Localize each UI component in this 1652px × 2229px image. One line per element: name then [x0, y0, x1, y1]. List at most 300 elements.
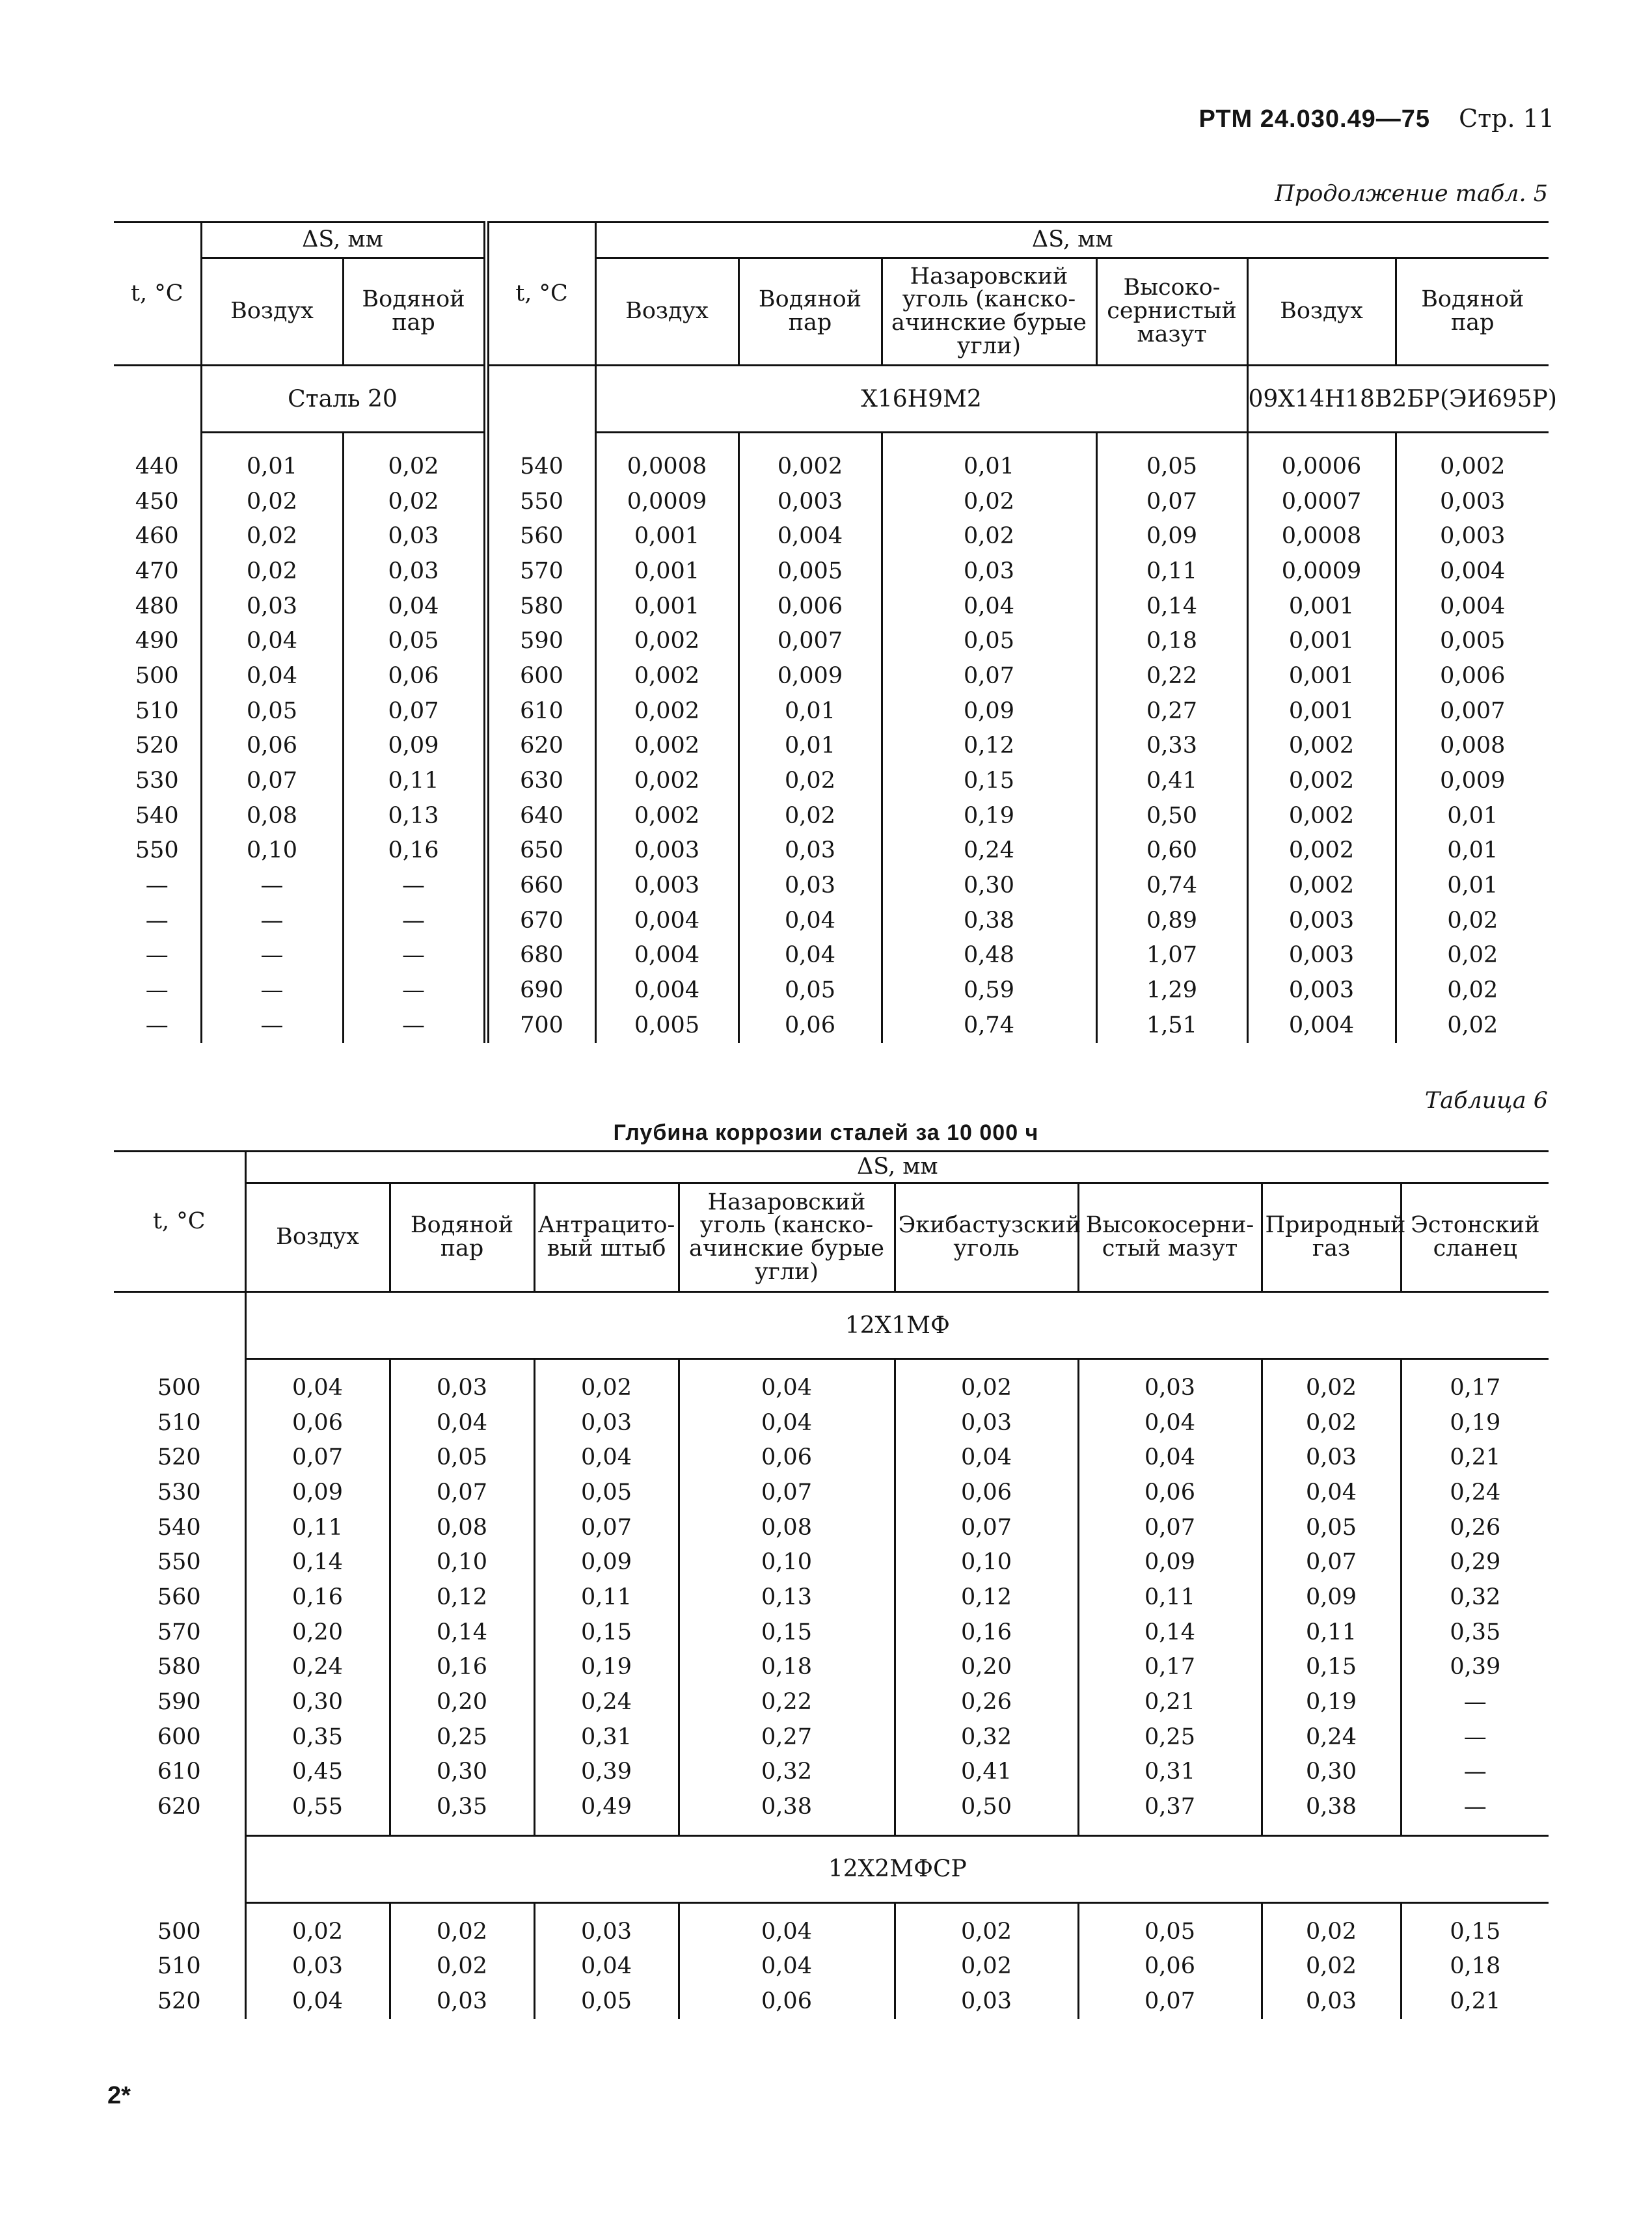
- table-cell: 0,35: [390, 1789, 534, 1824]
- table-cell: 0,07: [882, 658, 1096, 694]
- table-cell: 520: [157, 1444, 201, 1471]
- t5-t-header: t, °С: [130, 280, 183, 306]
- table-cell: 0,15: [882, 763, 1096, 798]
- table-cell: 0,004: [1396, 589, 1549, 624]
- table-cell: 0,31: [1078, 1755, 1262, 1790]
- table-cell: 0,20: [895, 1650, 1078, 1685]
- table-cell: 0,14: [1096, 589, 1247, 624]
- table-cell: 0,11: [1096, 554, 1247, 589]
- table-cell: 610: [520, 697, 563, 724]
- table-cell: 440: [135, 453, 179, 480]
- table-cell: 0,007: [1396, 694, 1549, 729]
- table-cell: 0,02: [390, 1949, 534, 1984]
- t6-col-steam: Водяной пар: [390, 1183, 534, 1292]
- table-cell: 0,008: [1396, 729, 1549, 764]
- table-cell: 0,24: [245, 1650, 390, 1685]
- table-cell: 0,01: [1396, 868, 1549, 903]
- table-cell: 0,22: [679, 1684, 895, 1720]
- table-cell: 0,001: [1247, 589, 1396, 624]
- table-cell: 0,41: [1096, 763, 1247, 798]
- table-cell: 0,29: [1401, 1545, 1549, 1580]
- table-row: [114, 1440, 1549, 1475]
- table-cell: 0,38: [1262, 1789, 1401, 1824]
- table-cell: 650: [520, 837, 563, 864]
- table-cell: 0,0006: [1247, 449, 1396, 484]
- table-cell: 0,14: [1078, 1615, 1262, 1650]
- table-cell: 0,03: [343, 554, 486, 589]
- table-cell: 0,07: [343, 694, 486, 729]
- table-cell: 0,21: [1078, 1684, 1262, 1720]
- t5-group-steel20: Сталь 20: [201, 366, 486, 433]
- table-row: [114, 1684, 1549, 1720]
- table-cell: 580: [157, 1654, 201, 1681]
- table-cell: 0,02: [1396, 903, 1549, 938]
- table-cell: 0,48: [882, 938, 1096, 973]
- table-cell: 0,002: [595, 658, 738, 694]
- table-cell: 0,03: [534, 1405, 679, 1440]
- table-cell: 0,001: [1247, 694, 1396, 729]
- table-cell: 0,004: [595, 973, 738, 1008]
- table-cell: 0,14: [245, 1545, 390, 1580]
- table-cell: 0,35: [245, 1720, 390, 1755]
- t5-col-steam-3: Водяной пар: [1396, 258, 1549, 366]
- table-cell: 0,19: [1401, 1405, 1549, 1440]
- table-cell: 0,37: [1078, 1789, 1262, 1824]
- table-cell: 0,25: [1078, 1720, 1262, 1755]
- t6-col-nazarovo-coal: Назаровский уголь (канско-ачинские бурые угли): [679, 1183, 895, 1292]
- table-cell: 0,35: [1401, 1615, 1549, 1650]
- table-cell: —: [1401, 1684, 1549, 1720]
- table-cell: 0,06: [1078, 1949, 1262, 1984]
- table-cell: 0,32: [895, 1720, 1078, 1755]
- table-cell: 0,004: [738, 519, 882, 554]
- table-cell: 0,07: [679, 1475, 895, 1510]
- table-row: [114, 1755, 1549, 1790]
- table-cell: 0,24: [534, 1684, 679, 1720]
- table-cell: 1,07: [1096, 938, 1247, 973]
- table-cell: 0,26: [1401, 1510, 1549, 1545]
- table-cell: 0,02: [245, 1914, 390, 1949]
- table-cell: 0,002: [595, 729, 738, 764]
- table-cell: 0,04: [679, 1914, 895, 1949]
- table-cell: 0,004: [595, 903, 738, 938]
- t6-t-header: t, °С: [152, 1208, 206, 1234]
- page-header: [1198, 104, 1554, 133]
- table-cell: 0,002: [595, 694, 738, 729]
- table-cell: 0,09: [882, 694, 1096, 729]
- table-cell: 0,05: [343, 623, 486, 658]
- table-row: [114, 833, 1549, 869]
- table-cell: 0,08: [201, 798, 343, 833]
- t6-col-anthracite: Антрацито-вый штыб: [534, 1183, 679, 1292]
- table-cell: 0,03: [895, 1405, 1078, 1440]
- table-cell: —: [1401, 1755, 1549, 1790]
- table-cell: 0,07: [1078, 1984, 1262, 2019]
- table-cell: 0,07: [1096, 484, 1247, 519]
- table-cell: 0,39: [1401, 1650, 1549, 1685]
- table-cell: 0,09: [343, 729, 486, 764]
- table-cell: 700: [520, 1012, 563, 1038]
- table-cell: 0,08: [390, 1510, 534, 1545]
- table-cell: 500: [157, 1374, 201, 1401]
- table-cell: 0,04: [390, 1405, 534, 1440]
- table-cell: —: [145, 907, 169, 934]
- signature-mark: 2*: [107, 2082, 131, 2109]
- table-cell: 0,04: [1078, 1440, 1262, 1475]
- table-cell: 610: [157, 1759, 201, 1785]
- table-row: [114, 1789, 1549, 1824]
- table-cell: 0,04: [201, 623, 343, 658]
- table-cell: 0,001: [595, 519, 738, 554]
- table-cell: 0,24: [882, 833, 1096, 869]
- table-cell: 0,02: [895, 1370, 1078, 1405]
- table-cell: 0,27: [1096, 694, 1247, 729]
- table-cell: 0,002: [595, 763, 738, 798]
- table-cell: 0,04: [738, 903, 882, 938]
- table-cell: 510: [157, 1409, 201, 1436]
- table-row: [114, 1650, 1549, 1685]
- table-cell: 0,03: [390, 1984, 534, 2019]
- table-cell: 0,06: [201, 729, 343, 764]
- table-cell: 0,003: [1247, 903, 1396, 938]
- table-cell: 0,50: [895, 1789, 1078, 1824]
- table-cell: 0,03: [1078, 1370, 1262, 1405]
- table-cell: —: [1401, 1720, 1549, 1755]
- table-cell: 0,005: [595, 1008, 738, 1043]
- table-cell: 0,89: [1096, 903, 1247, 938]
- table-cell: 0,18: [679, 1650, 895, 1685]
- table-cell: 0,10: [390, 1545, 534, 1580]
- t6-col-oil-shale: Эстонский сланец: [1401, 1183, 1549, 1292]
- table-cell: 550: [520, 488, 563, 515]
- table-cell: 660: [520, 872, 563, 899]
- table-cell: 580: [520, 593, 563, 619]
- table-cell: 0,17: [1078, 1650, 1262, 1685]
- table-cell: 0,002: [595, 798, 738, 833]
- table-cell: 0,03: [390, 1370, 534, 1405]
- table-cell: 0,11: [1078, 1580, 1262, 1615]
- table-cell: 0,04: [1078, 1405, 1262, 1440]
- table-cell: 540: [135, 802, 179, 829]
- table-cell: 0,10: [201, 833, 343, 869]
- table-cell: 590: [157, 1689, 201, 1716]
- table-cell: 0,003: [1247, 938, 1396, 973]
- table-cell: 0,009: [1396, 763, 1549, 798]
- table-cell: 0,04: [895, 1440, 1078, 1475]
- t5-delta-s-left: ΔS, мм: [201, 223, 486, 258]
- table-cell: 0,002: [1247, 729, 1396, 764]
- table-cell: 0,003: [1396, 484, 1549, 519]
- table-cell: 0,02: [882, 484, 1096, 519]
- table-cell: 0,20: [390, 1684, 534, 1720]
- table-cell: 0,01: [1396, 833, 1549, 869]
- table-cell: 520: [135, 733, 179, 759]
- table-cell: 0,21: [1401, 1440, 1549, 1475]
- table-cell: 0,14: [390, 1615, 534, 1650]
- table-cell: 0,001: [595, 554, 738, 589]
- table-cell: 0,13: [679, 1580, 895, 1615]
- table-cell: 0,08: [679, 1510, 895, 1545]
- table-cell: 0,06: [1078, 1475, 1262, 1510]
- table-row: [114, 903, 1549, 938]
- table-cell: 0,07: [534, 1510, 679, 1545]
- table-row: [114, 1008, 1549, 1043]
- table-cell: 0,002: [738, 449, 882, 484]
- table-cell: 0,19: [1262, 1684, 1401, 1720]
- table-cell: 0,03: [895, 1984, 1078, 2019]
- table-cell: —: [145, 942, 169, 969]
- table-cell: 0,06: [738, 1008, 882, 1043]
- table-cell: 0,11: [245, 1510, 390, 1545]
- table-cell: 0,05: [534, 1984, 679, 2019]
- table-cell: 0,06: [895, 1475, 1078, 1510]
- table-cell: 0,33: [1096, 729, 1247, 764]
- table-row: [114, 484, 1549, 519]
- t5-col-fuel-oil: Высоко-сернистый мазут: [1096, 258, 1247, 366]
- table-cell: 0,003: [1396, 519, 1549, 554]
- table-cell: —: [343, 973, 486, 1008]
- table-cell: 0,22: [1096, 658, 1247, 694]
- table-cell: 0,06: [343, 658, 486, 694]
- table-row: [114, 1405, 1549, 1440]
- table-cell: 0,45: [245, 1755, 390, 1790]
- t5-col-steam: Водяной пар: [343, 258, 486, 366]
- table-cell: 0,55: [245, 1789, 390, 1824]
- t6-col-natural-gas: Природный газ: [1262, 1183, 1401, 1292]
- table-row: [114, 623, 1549, 658]
- table-cell: 0,03: [1262, 1440, 1401, 1475]
- table-cell: 0,30: [245, 1684, 390, 1720]
- table-cell: 0,30: [882, 868, 1096, 903]
- t5-col-nazarovo-coal: Назаровский уголь (канско-ачинские бурые угли): [882, 258, 1096, 366]
- table-cell: 0,12: [882, 729, 1096, 764]
- table-cell: 0,002: [595, 623, 738, 658]
- table-row: [114, 729, 1549, 764]
- table-cell: 600: [520, 662, 563, 689]
- table-cell: 0,02: [1262, 1914, 1401, 1949]
- table-row: [114, 1720, 1549, 1755]
- table-row: [114, 763, 1549, 798]
- table-cell: 0,15: [534, 1615, 679, 1650]
- table-row: [114, 798, 1549, 833]
- table-cell: 0,04: [201, 658, 343, 694]
- table-cell: 0,06: [245, 1405, 390, 1440]
- table-row: [114, 1510, 1549, 1545]
- table-cell: 0,15: [1401, 1914, 1549, 1949]
- table-cell: 0,006: [1396, 658, 1549, 694]
- table-cell: 680: [520, 942, 563, 969]
- table-cell: 0,59: [882, 973, 1096, 1008]
- t5-delta-s-right: ΔS, мм: [595, 223, 1549, 258]
- table-cell: 0,30: [390, 1755, 534, 1790]
- table-cell: 0,25: [390, 1720, 534, 1755]
- table-cell: 0,007: [738, 623, 882, 658]
- table-cell: 0,05: [534, 1475, 679, 1510]
- table-cell: 0,006: [738, 589, 882, 624]
- table-cell: 0,24: [1262, 1720, 1401, 1755]
- table-cell: 0,002: [1396, 449, 1549, 484]
- table-cell: 0,0009: [1247, 554, 1396, 589]
- table-cell: 0,02: [1262, 1405, 1401, 1440]
- table-cell: 0,21: [1401, 1984, 1549, 2019]
- table-cell: 0,07: [895, 1510, 1078, 1545]
- table-cell: 0,15: [679, 1615, 895, 1650]
- table-cell: 0,03: [1262, 1984, 1401, 2019]
- table-cell: 0,19: [534, 1650, 679, 1685]
- table-row: [114, 554, 1549, 589]
- table-cell: 0,02: [1396, 938, 1549, 973]
- table-cell: 0,06: [679, 1984, 895, 2019]
- table-cell: 0,003: [1247, 973, 1396, 1008]
- table-cell: 0,002: [1247, 798, 1396, 833]
- table-cell: 0,17: [1401, 1370, 1549, 1405]
- table-cell: 0,09: [1096, 519, 1247, 554]
- table-row: [114, 1914, 1549, 1949]
- table-cell: —: [145, 977, 169, 1004]
- table-cell: 0,05: [1078, 1914, 1262, 1949]
- table-cell: 0,12: [390, 1580, 534, 1615]
- table-cell: 0,16: [390, 1650, 534, 1685]
- table6: [114, 1150, 1549, 2019]
- table-cell: 530: [157, 1479, 201, 1506]
- document-code: РТМ 24.030.49—75: [1198, 105, 1431, 133]
- table-cell: 0,18: [1401, 1949, 1549, 1984]
- table-cell: 0,003: [738, 484, 882, 519]
- table-cell: 0,02: [343, 449, 486, 484]
- table-cell: 550: [135, 837, 179, 864]
- t5-col-steam-2: Водяной пар: [738, 258, 882, 366]
- table-cell: 480: [135, 593, 179, 619]
- t6-col-air: Воздух: [245, 1183, 390, 1292]
- table-cell: 0,02: [201, 484, 343, 519]
- table-cell: 0,60: [1096, 833, 1247, 869]
- table-cell: 0,005: [738, 554, 882, 589]
- table-cell: 0,03: [201, 589, 343, 624]
- table-cell: 0,04: [534, 1440, 679, 1475]
- table-cell: 0,50: [1096, 798, 1247, 833]
- table-cell: 0,005: [1396, 623, 1549, 658]
- t5-col-air-3: Воздух: [1247, 258, 1396, 366]
- table-cell: 0,31: [534, 1720, 679, 1755]
- table-cell: —: [201, 1008, 343, 1043]
- table5-caption: Продолжение табл. 5: [1275, 181, 1548, 207]
- table-cell: —: [201, 973, 343, 1008]
- table-cell: 0,03: [343, 519, 486, 554]
- table-cell: 550: [157, 1549, 201, 1576]
- t6-group-heading: 12Х2МФСР: [245, 1835, 1549, 1902]
- table-cell: 0,24: [1401, 1475, 1549, 1510]
- table-row: [114, 1475, 1549, 1510]
- table-cell: 0,02: [882, 519, 1096, 554]
- table-cell: 0,32: [679, 1755, 895, 1790]
- table-cell: 0,04: [679, 1405, 895, 1440]
- table-cell: 670: [520, 907, 563, 934]
- table-cell: 0,04: [882, 589, 1096, 624]
- table-row: [114, 1615, 1549, 1650]
- table-row: [114, 519, 1549, 554]
- t6-col-ekibastuz-coal: Экибастузский уголь: [895, 1183, 1078, 1292]
- table6-caption: Таблица 6: [1424, 1088, 1548, 1114]
- table-cell: 0,10: [679, 1545, 895, 1580]
- table-cell: 0,01: [738, 729, 882, 764]
- table-cell: 0,30: [1262, 1755, 1401, 1790]
- table-cell: 520: [157, 1988, 201, 2015]
- table-cell: —: [145, 1012, 169, 1038]
- t5-col-air: Воздух: [201, 258, 343, 366]
- table-cell: 0,12: [895, 1580, 1078, 1615]
- table-cell: 570: [157, 1619, 201, 1645]
- table-cell: 0,32: [1401, 1580, 1549, 1615]
- table-row: [114, 1545, 1549, 1580]
- table-cell: 0,09: [245, 1475, 390, 1510]
- table-cell: 0,002: [1247, 868, 1396, 903]
- table-cell: 0,05: [390, 1440, 534, 1475]
- table-cell: 560: [157, 1584, 201, 1610]
- table-cell: 0,0008: [595, 449, 738, 484]
- table-cell: 0,04: [245, 1984, 390, 2019]
- table-cell: 0,001: [595, 589, 738, 624]
- table-cell: 0,001: [1247, 623, 1396, 658]
- table-cell: 1,51: [1096, 1008, 1247, 1043]
- table-cell: 1,29: [1096, 973, 1247, 1008]
- table-cell: —: [343, 868, 486, 903]
- t5-group-09x14: 09Х14Н18В2БР(ЭИ695Р): [1247, 366, 1549, 433]
- table-cell: 0,07: [390, 1475, 534, 1510]
- table-cell: 0,16: [245, 1580, 390, 1615]
- table-cell: 0,002: [1247, 763, 1396, 798]
- table-cell: —: [201, 868, 343, 903]
- page-number: Стр. 11: [1459, 104, 1554, 133]
- table-cell: 0,04: [343, 589, 486, 624]
- table-cell: 640: [520, 802, 563, 829]
- table-row: [114, 938, 1549, 973]
- table-cell: 0,04: [738, 938, 882, 973]
- table-cell: 500: [135, 662, 179, 689]
- table-row: [114, 973, 1549, 1008]
- table-cell: 0,18: [1096, 623, 1247, 658]
- table-cell: 0,10: [895, 1545, 1078, 1580]
- table-cell: 0,05: [201, 694, 343, 729]
- table-cell: 0,01: [882, 449, 1096, 484]
- table-cell: —: [201, 938, 343, 973]
- t5-group-x16n9m2: Х16Н9М2: [595, 366, 1247, 433]
- table-cell: 0,02: [201, 554, 343, 589]
- t5-t-header-right: t, °С: [515, 280, 568, 306]
- table-cell: 0,19: [882, 798, 1096, 833]
- table-cell: 0,41: [895, 1755, 1078, 1790]
- table-cell: 0,02: [895, 1914, 1078, 1949]
- table-cell: —: [343, 903, 486, 938]
- table-cell: 0,0009: [595, 484, 738, 519]
- table-cell: 0,16: [895, 1615, 1078, 1650]
- table-cell: 0,04: [679, 1370, 895, 1405]
- table-cell: 0,05: [738, 973, 882, 1008]
- table-cell: 0,02: [1262, 1370, 1401, 1405]
- table-cell: 530: [135, 768, 179, 794]
- table-cell: 0,03: [738, 833, 882, 869]
- table-row: [114, 1984, 1549, 2019]
- table-cell: 0,0007: [1247, 484, 1396, 519]
- table-cell: 0,04: [245, 1370, 390, 1405]
- table-cell: 0,20: [245, 1615, 390, 1650]
- table-cell: 0,09: [1262, 1580, 1401, 1615]
- table-cell: 0,49: [534, 1789, 679, 1824]
- table-cell: 0,13: [343, 798, 486, 833]
- table-cell: 0,04: [1262, 1475, 1401, 1510]
- table-cell: —: [201, 903, 343, 938]
- table-cell: 0,38: [679, 1789, 895, 1824]
- table-cell: 0,001: [1247, 658, 1396, 694]
